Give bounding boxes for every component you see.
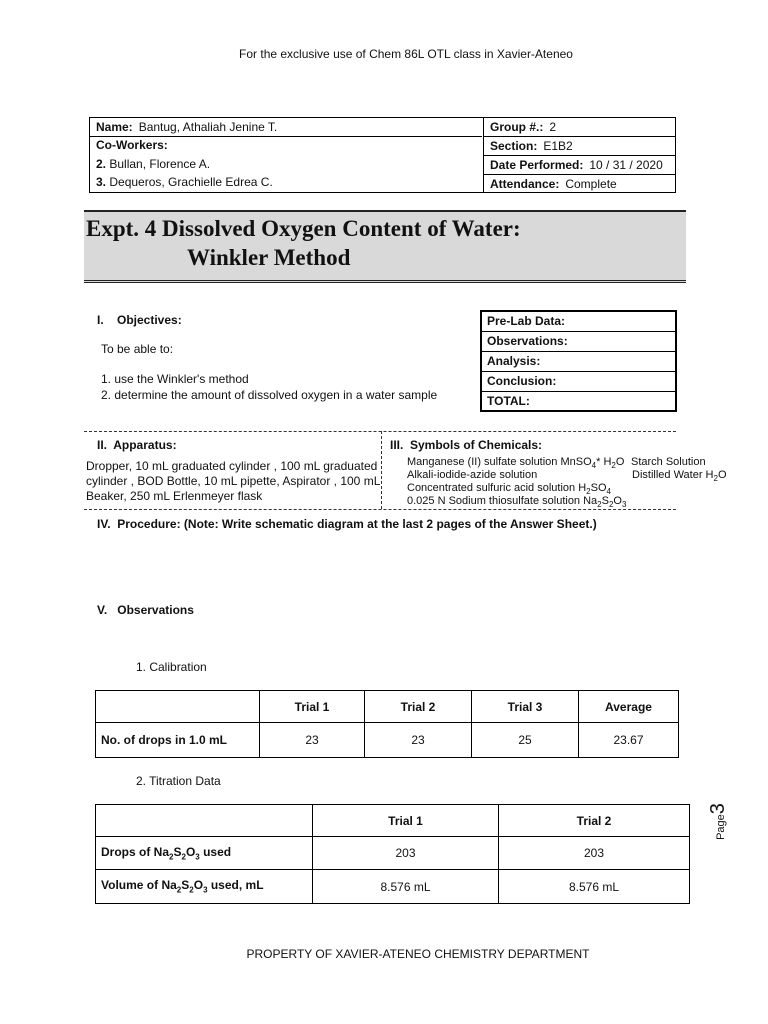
group-field: Group #.: 2 [490, 120, 557, 134]
titration-volume-trial1: 8.576 mL [313, 870, 499, 904]
apparatus-line-2: cylinder , BOD Bottle, 10 mL pipette, Aspirator , 100 mL [86, 474, 381, 488]
titration-drops-label: Drops of $Na_2S_2O_3$ used [96, 837, 313, 870]
calibration-trial3-value: 25 [472, 723, 579, 758]
apparatus-heading: II. Apparatus: [97, 438, 177, 452]
apparatus-line-3: Beaker, 250 mL Erlenmeyer flask [86, 489, 263, 503]
chemical-alkali-iodide-azide: Alkali-iodide-azide solution [407, 469, 538, 481]
page-number: Page3 [706, 803, 729, 840]
divider [84, 431, 676, 432]
calibration-heading: 1. Calibration [136, 660, 207, 674]
calibration-header-trial2: Trial 2 [365, 691, 472, 723]
objectives-heading: I. Objectives: [97, 313, 182, 327]
footer-note: PROPERTY OF XAVIER-ATENEO CHEMISTRY DEPARTMENT [246, 947, 590, 961]
titration-drops-trial2: 203 [499, 837, 690, 870]
apparatus-line-1: Dropper, 10 mL graduated cylinder , 100 mL graduated [86, 459, 378, 473]
grading-box [480, 310, 677, 412]
calibration-header-blank [96, 691, 260, 723]
titration-header-trial2: Trial 2 [499, 805, 690, 837]
symbols-heading: III. Symbols of Chemicals: [390, 438, 543, 452]
objective-item-2: 2. determine the amount of dissolved oxygen in a water sample [101, 388, 438, 402]
grading-row-conclusion: Conclusion: [482, 372, 675, 392]
calibration-table [95, 690, 679, 758]
calibration-row-label: No. of drops in 1.0 mL [96, 723, 260, 758]
calibration-header-trial3: Trial 3 [472, 691, 579, 723]
divider [381, 431, 382, 509]
titration-volume-trial2: 8.576 mL [499, 870, 690, 904]
titration-table [95, 804, 690, 904]
calibration-average-value: 23.67 [579, 723, 679, 758]
name-value: Bantug, Athaliah Jenine T. [138, 120, 278, 134]
objective-item-1: 1. use the Winkler's method [101, 372, 249, 386]
titration-drops-trial1: 203 [313, 837, 499, 870]
grading-row-observations: Observations: [482, 332, 675, 352]
titration-header-blank [96, 805, 313, 837]
calibration-trial2-value: 23 [365, 723, 472, 758]
grading-row-prelab: Pre-Lab Data: [482, 312, 675, 332]
section-field: Section: E1B2 [490, 139, 573, 153]
name-field: Name: Bantug, Athaliah Jenine T. [96, 120, 278, 134]
experiment-title: Expt. 4 Dissolved Oxygen Content of Water: [86, 216, 521, 241]
chemical-sodium-thiosulfate: 0.025 N Sodium thiosulfate solution $Na_2S_2O_3$ [407, 495, 627, 510]
experiment-subtitle: Winkler Method [187, 245, 351, 270]
coworker-2: 2. Bullan, Florence A. [96, 157, 211, 171]
calibration-trial1-value: 23 [260, 723, 365, 758]
chemical-h2so4: Concentrated sulfuric acid solution $H_2SO_4$ [407, 482, 611, 497]
titration-header-trial1: Trial 1 [313, 805, 499, 837]
titration-volume-label: Volume of $Na_2S_2O_3$ used, mL [96, 870, 313, 904]
chemical-water: Distilled Water $H_2O$ [632, 469, 727, 484]
grading-row-total: TOTAL: [487, 394, 530, 408]
grading-row-analysis: Analysis: [482, 352, 675, 372]
calibration-header-trial1: Trial 1 [260, 691, 365, 723]
titration-heading: 2. Titration Data [136, 774, 221, 788]
chemical-starch: Starch Solution [631, 456, 706, 468]
chemical-mnso4: Manganese (II) sulfate solution MnSO$_4$* $H_2O$ [407, 456, 625, 471]
student-info-table [89, 117, 676, 193]
calibration-header-average: Average [579, 691, 679, 723]
procedure-heading: IV. Procedure: (Note: Write schematic diagram at the last 2 pages of the Answer Sheet.) [97, 517, 597, 531]
header-note: For the exclusive use of Chem 86L OTL class in Xavier-Ateneo [239, 47, 573, 61]
coworker-3: 3. Dequeros, Grachielle Edrea C. [96, 175, 273, 189]
attendance-field: Attendance: Complete [490, 177, 617, 191]
observations-heading: V. Observations [97, 603, 194, 617]
coworkers-label: Co-Workers: [96, 138, 168, 152]
date-field: Date Performed: 10 / 31 / 2020 [490, 158, 663, 172]
objectives-intro: To be able to: [101, 342, 174, 356]
